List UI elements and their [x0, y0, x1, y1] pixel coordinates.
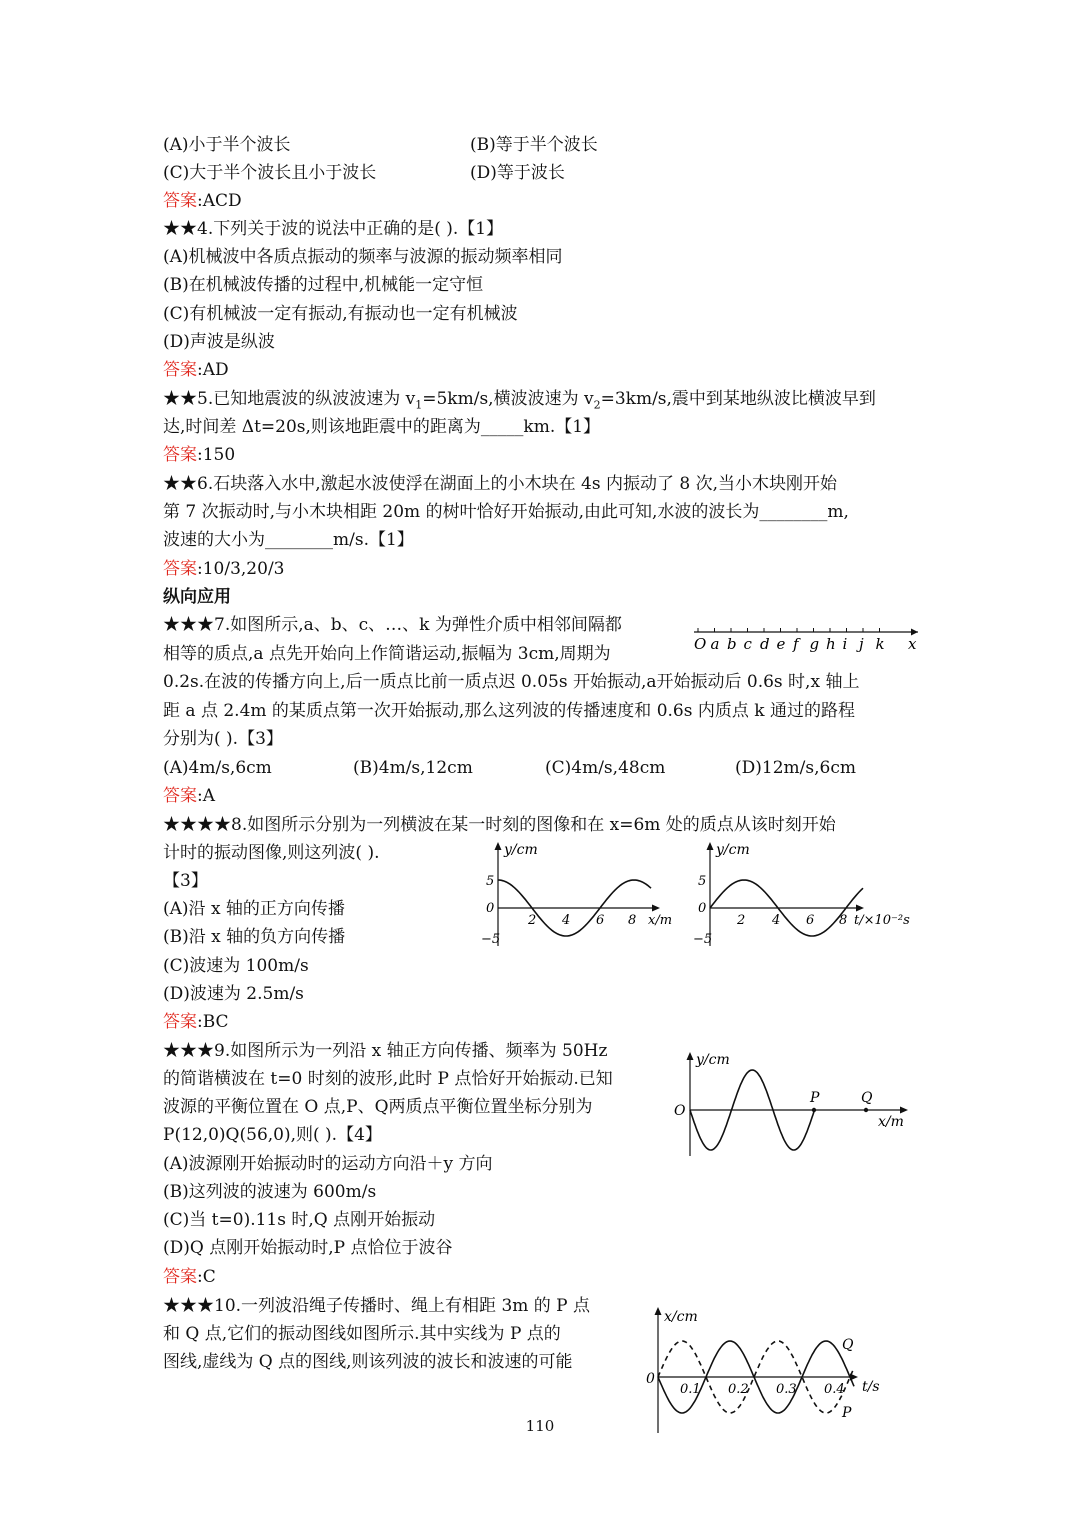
particle-label-j: j [859, 635, 864, 653]
q10-line-2: 和 Q 点,它们的振动图线如图所示.其中实线为 P 点的 [163, 1324, 561, 1344]
y-axis-arrow [707, 842, 714, 850]
q3-option-b: (B)等于半个波长 [470, 135, 598, 155]
x-axis-label: t/×10⁻²s [854, 913, 910, 928]
answer-value: :150 [197, 445, 236, 465]
answer-value: :C [197, 1267, 216, 1287]
answer-label: 答案 [163, 1267, 197, 1287]
x-axis-label: t/s [862, 1379, 880, 1395]
particle-label-d: d [760, 635, 770, 653]
x-tick-2: 2 [737, 913, 746, 928]
particle-label-x: x [908, 635, 917, 653]
q9-option-a: (A)波源刚开始振动时的运动方向沿＋y 方向 [163, 1154, 493, 1174]
p-label: P [842, 1405, 852, 1421]
q7-option-a: (A)4m/s,6cm [163, 758, 272, 778]
q7-particle-axis-figure [690, 622, 930, 656]
origin-label: 0 [646, 1371, 655, 1387]
q9-answer [163, 1263, 216, 1291]
answer-label: 答案 [163, 559, 197, 579]
answer-label: 答案 [163, 360, 197, 380]
q4-option-d: (D)声波是纵波 [163, 332, 275, 352]
section-heading: 纵向应用 [163, 587, 231, 607]
q5-answer [163, 441, 235, 469]
particle-label-i: i [842, 635, 848, 653]
y-axis-label: x/cm [664, 1309, 698, 1325]
particle-label-g: g [809, 635, 820, 653]
q8-option-c: (C)波速为 100m/s [163, 956, 309, 976]
particle-label-h: h [826, 635, 836, 653]
q4-option-c: (C)有机械波一定有振动,有振动也一定有机械波 [163, 304, 518, 324]
q9-line-2: 的简谐横波在 t=0 时刻的波形,此时 P 点恰好开始振动.已知 [163, 1069, 613, 1089]
q9-line-4: P(12,0)Q(56,0),则( ).【4】 [163, 1125, 382, 1145]
q9-line-1: ★★★9.如图所示为一列沿 x 轴正方向传播、频率为 50Hz [163, 1041, 608, 1061]
q8-vibration-graph [684, 840, 924, 952]
point-q [864, 1108, 868, 1112]
q7-line-5: 分别为( ).【3】 [163, 729, 283, 749]
answer-label: 答案 [163, 1012, 197, 1032]
q8-answer [163, 1008, 229, 1036]
particle-label-c: c [743, 635, 752, 653]
origin-label: O [674, 1103, 686, 1119]
x-tick-0.4: 0.4 [824, 1382, 845, 1397]
q-label: Q [842, 1337, 854, 1353]
x-tick-4: 4 [562, 913, 571, 928]
q7-option-d: (D)12m/s,6cm [735, 758, 856, 778]
y-axis-label: y/cm [696, 1052, 730, 1068]
x-axis-arrow [856, 905, 864, 912]
y-tick-neg5: −5 [693, 932, 713, 947]
q6-line-1: ★★6.石块落入水中,激起水波使浮在湖面上的小木块在 4s 内振动了 8 次,当小木块刚开始 [163, 474, 837, 494]
p-label: P [810, 1090, 820, 1106]
q9-option-c: (C)当 t=0).11s 时,Q 点刚开始振动 [163, 1210, 436, 1230]
q9-option-b: (B)这列波的波速为 600m/s [163, 1182, 377, 1202]
q5-text-c: =3km/s,震中到某地纵波比横波早到 [600, 389, 876, 409]
answer-label: 答案 [163, 191, 197, 211]
q7-line-3: 0.2s.在波的传播方向上,后一质点比前一质点迟 0.05s 开始振动,a开始振动后 0.6s 时,x 轴上 [163, 672, 860, 692]
q3-option-d: (D)等于波长 [470, 163, 565, 183]
q4-stem: ★★4.下列关于波的说法中正确的是( ).【1】 [163, 219, 504, 239]
y-tick-0: 0 [486, 901, 495, 916]
q8-line-1: ★★★★8.如图所示分别为一列横波在某一时刻的图像和在 x=6m 处的质点从该时刻开始 [163, 815, 836, 835]
y-axis-label: y/cm [504, 842, 538, 858]
q7-option-c: (C)4m/s,48cm [545, 758, 666, 778]
q5-text-a: ★★5.已知地震波的纵波波速为 v [163, 389, 416, 409]
q7-answer [163, 782, 215, 810]
y-tick-5: 5 [698, 874, 707, 889]
q8-wave-graph [478, 840, 688, 952]
answer-value: :10/3,20/3 [197, 559, 285, 579]
q4-option-a: (A)机械波中各质点振动的频率与波源的振动频率相同 [163, 247, 563, 267]
x-tick-0.2: 0.2 [728, 1382, 749, 1397]
y-tick-0: 0 [698, 901, 707, 916]
q8-option-b: (B)沿 x 轴的负方向传播 [163, 927, 346, 947]
q5-line-2: 达,时间差 Δt=20s,则该地距震中的距离为_____km.【1】 [163, 417, 601, 437]
q5-sub-2: 2 [593, 398, 601, 412]
point-p [812, 1108, 816, 1112]
particle-label-O: O [694, 635, 707, 653]
q6-answer [163, 555, 284, 583]
q6-line-2: 第 7 次振动时,与小木块相距 20m 的树叶恰好开始振动,由此可知,水波的波长为________m, [163, 502, 849, 522]
q5-text-b: =5km/s,横波波速为 v [422, 389, 594, 409]
q4-answer [163, 356, 229, 384]
q6-line-3: 波速的大小为________m/s.【1】 [163, 530, 414, 550]
y-axis-arrow [495, 842, 502, 850]
y-axis-label: y/cm [716, 842, 750, 858]
answer-value: :AD [197, 360, 229, 380]
q7-line-4: 距 a 点 2.4m 的某质点第一次开始振动,那么这列波的传播速度和 0.6s 内质点 k 通过的路程 [163, 701, 855, 721]
answer-label: 答案 [163, 445, 197, 465]
y-axis-arrow [687, 1052, 694, 1060]
particle-label-k: k [875, 635, 885, 653]
q-label: Q [861, 1090, 873, 1106]
q5-sub-1: 1 [415, 398, 423, 412]
q8-option-d: (D)波速为 2.5m/s [163, 984, 304, 1004]
q10-line-3: 图线,虚线为 Q 点的图线,则该列波的波长和波速的可能 [163, 1352, 573, 1372]
x-tick-6: 6 [806, 913, 815, 928]
q7-line-1: ★★★7.如图所示,a、b、c、…、k 为弹性介质中相邻间隔都 [163, 615, 622, 635]
q10-line-1: ★★★10.一列波沿绳子传播时、绳上有相距 3m 的 P 点 [163, 1296, 591, 1316]
x-axis-label: x/m [878, 1114, 904, 1130]
x-tick-0.3: 0.3 [776, 1382, 797, 1397]
x-tick-8: 8 [839, 913, 848, 928]
q7-line-2: 相等的质点,a 点先开始向上作简谐运动,振幅为 3cm,周期为 [163, 644, 611, 664]
x-tick-4: 4 [772, 913, 781, 928]
q8-line-2: 计时的振动图像,则这列波( ). [163, 843, 380, 863]
answer-value: :BC [197, 1012, 229, 1032]
particle-label-b: b [727, 635, 737, 653]
particle-label-e: e [776, 635, 786, 653]
q9-line-3: 波源的平衡位置在 O 点,P、Q两质点平衡位置坐标分别为 [163, 1097, 593, 1117]
x-tick-8: 8 [628, 913, 637, 928]
q9-option-d: (D)Q 点刚开始振动时,P 点恰位于波谷 [163, 1238, 453, 1258]
q7-option-b: (B)4m/s,12cm [353, 758, 473, 778]
q3-option-a: (A)小于半个波长 [163, 135, 291, 155]
y-tick-neg5: −5 [481, 932, 501, 947]
x-tick-0.1: 0.1 [680, 1382, 701, 1397]
answer-value: :ACD [197, 191, 242, 211]
q3-option-c: (C)大于半个波长且小于波长 [163, 163, 377, 183]
y-axis-arrow [655, 1307, 662, 1315]
page-number: 110 [525, 1417, 555, 1435]
x-tick-6: 6 [596, 913, 605, 928]
q4-option-b: (B)在机械波传播的过程中,机械能一定守恒 [163, 275, 484, 295]
y-tick-5: 5 [486, 874, 495, 889]
x-axis-arrow [652, 905, 660, 912]
q8-line-3: 【3】 [163, 871, 208, 891]
x-axis-label: x/m [648, 913, 673, 928]
particle-label-a: a [710, 635, 720, 653]
q9-wave-graph [668, 1048, 918, 1160]
x-tick-2: 2 [528, 913, 537, 928]
x-axis-arrow [900, 1107, 908, 1114]
q8-option-a: (A)沿 x 轴的正方向传播 [163, 899, 345, 919]
answer-value: :A [197, 786, 216, 806]
answer-label: 答案 [163, 786, 197, 806]
particle-label-f: f [793, 635, 799, 653]
q3-answer [163, 187, 242, 215]
